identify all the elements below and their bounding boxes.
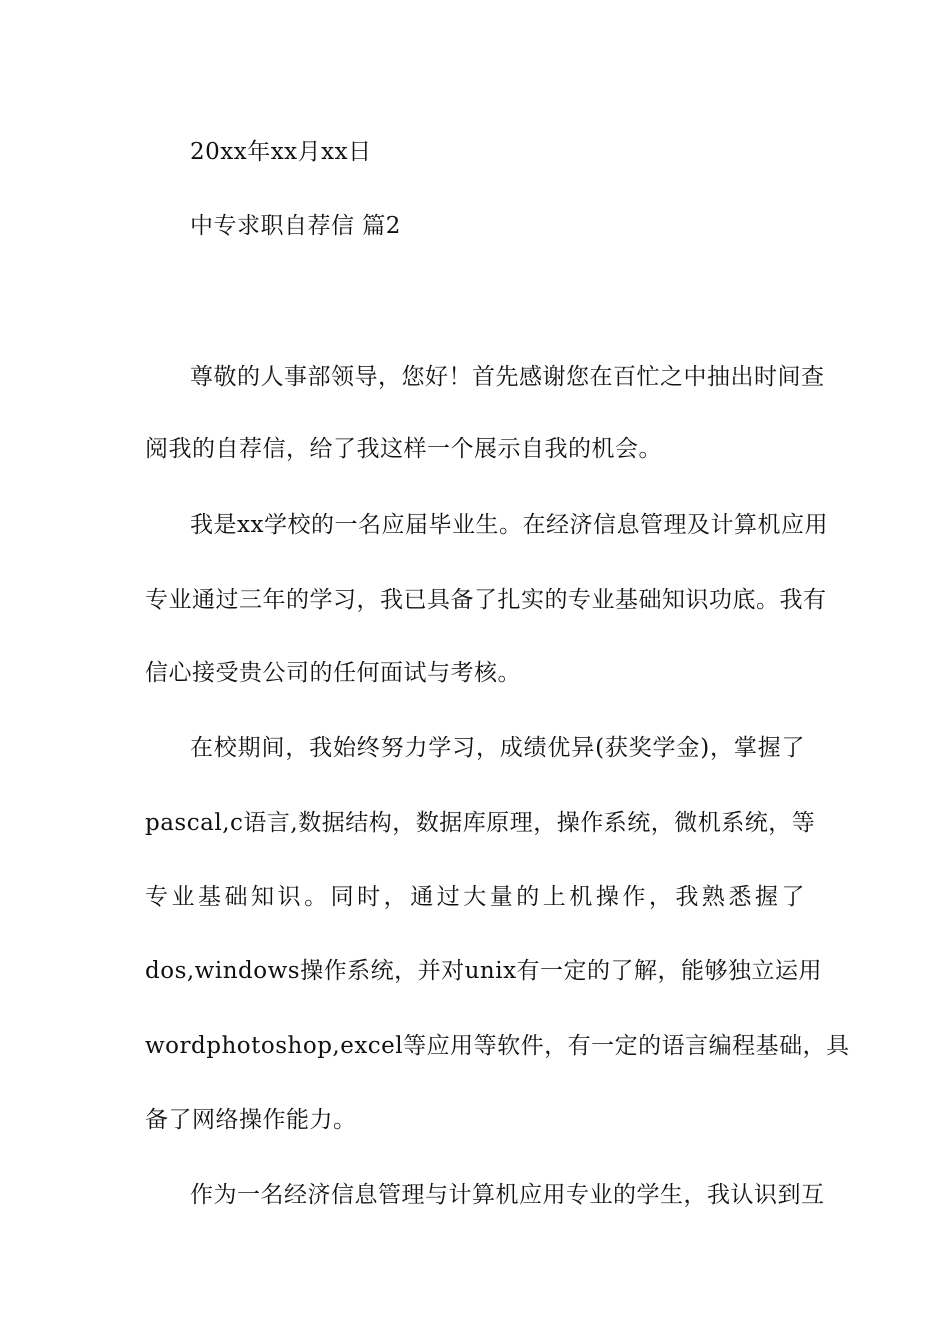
paragraph-line: 备了网络操作能力。 — [145, 1107, 357, 1133]
paragraph-line: 我是xx学校的一名应届毕业生。在经济信息管理及计算机应用 — [190, 512, 828, 538]
paragraph-line: 专业基础知识。同时，通过大量的上机操作，我熟悉握了 — [145, 884, 805, 910]
paragraph-line: pascal,c语言,数据结构，数据库原理，操作系统，微机系统，等 — [145, 810, 816, 836]
letter-date: 20xx年xx月xx日 — [190, 139, 372, 165]
paragraph-line: dos,windows操作系统，并对unix有一定的了解，能够独立运用 — [145, 958, 823, 984]
paragraph-line: 专业通过三年的学习，我已具备了扎实的专业基础知识功底。我有 — [145, 587, 827, 613]
paragraph-line: wordphotoshop,excel等应用等软件，有一定的语言编程基础，具 — [145, 1033, 850, 1059]
section-title: 中专求职自荐信 篇2 — [190, 213, 401, 239]
paragraph-line: 信心接受贵公司的任何面试与考核。 — [145, 660, 521, 686]
paragraph-line: 作为一名经济信息管理与计算机应用专业的学生，我认识到互 — [190, 1182, 825, 1208]
paragraph-line: 尊敬的人事部领导，您好！首先感谢您在百忙之中抽出时间查 — [190, 364, 825, 390]
paragraph-line: 阅我的自荐信，给了我这样一个展示自我的机会。 — [145, 436, 662, 462]
paragraph-line: 在校期间，我始终努力学习，成绩优异(获奖学金)，掌握了 — [190, 735, 805, 761]
